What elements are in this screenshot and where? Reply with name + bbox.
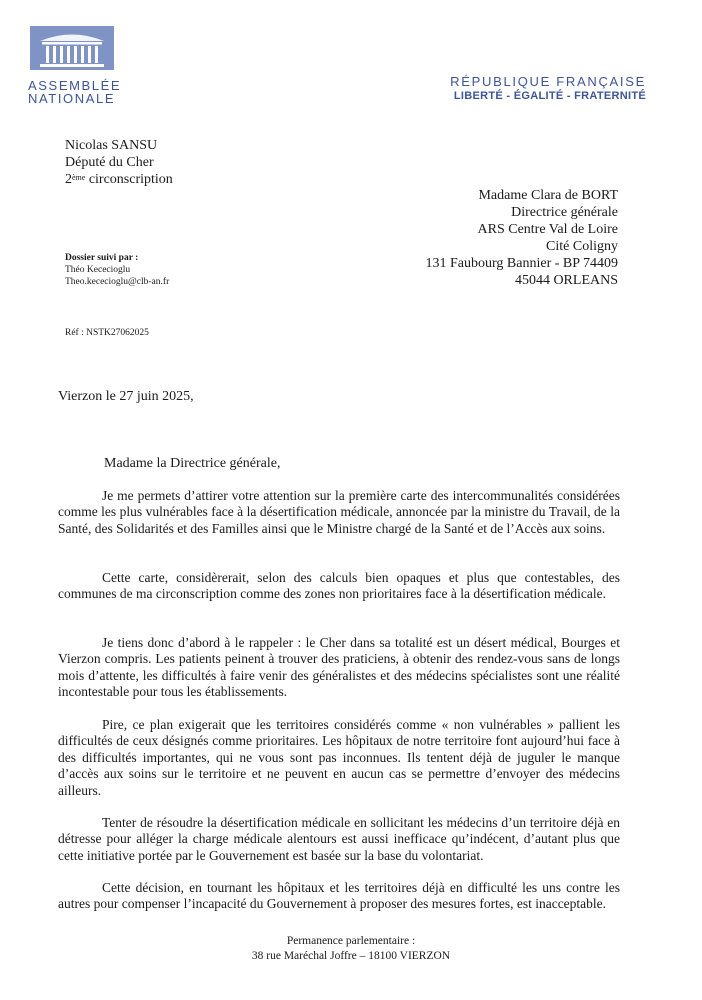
circ-superscript: ème [72, 173, 86, 182]
body-paragraph: Je tiens donc d’abord à le rappeler : le Cher dans sa totalité est un désert médical, Bourges et Vierzon compris. Les patients peinent à trouver des praticiens, à obtenir des rendez-vous sans de longs mois d’attente, les difficultés à faire venir des généralistes et des médecins spécialistes sont une réalité incontestable pour tous les établissements. [58, 635, 620, 700]
logo-line-2: NATIONALE [28, 91, 116, 106]
recipient-line: Directrice générale [511, 205, 618, 220]
dossier-name: Théo Kececioglu [65, 265, 131, 275]
salutation: Madame la Directrice générale, [104, 456, 281, 471]
circ-number: 2 [65, 172, 72, 187]
recipient-line: Madame Clara de BORT [478, 188, 618, 203]
logo-line-1: ASSEMBLÉE [28, 78, 122, 93]
sender-name: Nicolas SANSU [65, 138, 158, 153]
body-paragraph: Cette décision, en tournant les hôpitaux et les territoires déjà en difficulté les uns contre les autres pour compenser l’incapacité du Gouvernement à proposer des mesures fortes, est inacceptable. [58, 880, 620, 912]
assemblee-nationale-emblem-icon [30, 26, 114, 70]
devise: LIBERTÉ - ÉGALITÉ - FRATERNITÉ [453, 90, 646, 102]
body-paragraph: Je me permets d’attirer votre attention sur la première carte des intercommunalités considérées comme les plus vulnérables face à la désertification médicale, annoncée par la ministre du Travail, de la Santé, des Solidarités et des Familles ainsi que le Ministre chargé de la Santé et de l’Accès aux soins. [58, 488, 620, 536]
recipient-block [426, 187, 619, 289]
recipient-line: 131 Faubourg Bannier - BP 74409 [425, 256, 618, 271]
assemblee-nationale-logo [28, 26, 122, 106]
body-paragraph: Tenter de résoudre la désertification médicale en sollicitant les médecins d’un territoire déjà en détresse pour alléger la charge médicale alentours est aussi inefficace qu’indécent, d’autant plus que cette initiative portée par le Gouvernement est basée sur la base du volontariat. [58, 815, 620, 863]
body-paragraph: Cette carte, considèrerait, selon des calculs bien opaques et plus que contestables, des communes de ma circonscription comme des zones non prioritaires face à la désertification médicale. [58, 570, 620, 602]
body-paragraph: Pire, ce plan exigerait que les territoires considérés comme « non vulnérables » pallient les difficultés de ceux désignés comme prioritaires. Les hôpitaux de notre territoire font aujourd’hui face à des difficultés importantes, qui ne vous sont pas inconnues. Ils tentent déjà de juguler le manque d’accès aux soins sur le territoire et ne peuvent en aucun cas se permettre d’envoyer des médecins ailleurs. [58, 717, 620, 798]
sender-block [65, 137, 173, 188]
footer-line-2: 38 rue Maréchal Joffre – 18100 VIERZON [251, 950, 451, 962]
republique-title: RÉPUBLIQUE FRANÇAISE [450, 74, 646, 89]
recipient-line: Cité Coligny [546, 239, 618, 254]
footer-line-1: Permanence parlementaire : [286, 935, 416, 947]
reference-number: Réf : NSTK27062025 [65, 328, 149, 338]
date-line: Vierzon le 27 juin 2025, [58, 389, 194, 404]
dossier-email: Theo.kececioglu@clb-an.fr [65, 277, 170, 287]
recipient-line: ARS Centre Val de Loire [477, 222, 618, 237]
sender-circonscription [65, 171, 173, 188]
dossier-block [65, 252, 169, 288]
recipient-line: 45044 ORLEANS [514, 273, 618, 288]
dossier-title: Dossier suivi par : [65, 253, 139, 263]
footer [0, 934, 702, 964]
circ-label: circonscription [85, 172, 173, 187]
sender-role: Député du Cher [65, 155, 154, 170]
republique-header [450, 74, 646, 103]
